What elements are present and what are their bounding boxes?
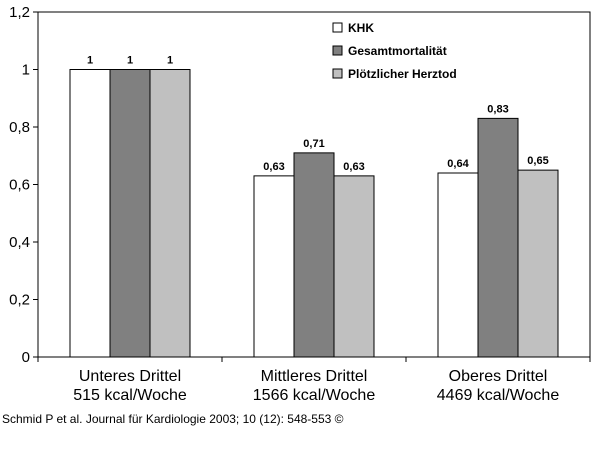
x-tick-label: Mittleres Drittel (260, 368, 368, 385)
x-tick-label: 515 kcal/Woche (73, 387, 187, 404)
legend-label: Plötzlicher Herztod (348, 67, 457, 81)
bar (518, 170, 558, 357)
data-label: 0,71 (303, 137, 325, 150)
bar (110, 70, 150, 358)
legend-swatch (333, 69, 342, 78)
data-label: 0,63 (263, 160, 285, 173)
data-label: 1 (166, 54, 174, 67)
x-tick-label: 4469 kcal/Woche (436, 387, 560, 404)
legend-swatch (333, 46, 342, 55)
data-label: 0,65 (527, 155, 549, 168)
legend-swatch (333, 23, 342, 32)
source-caption: Schmid P et al. Journal für Kardiologie 2003; 10 (12): 548-553 © (2, 412, 344, 426)
data-label: 0,83 (487, 103, 509, 116)
x-tick-label: 1566 kcal/Woche (252, 387, 376, 404)
data-label: 1 (86, 54, 94, 67)
bar (334, 176, 374, 357)
x-tick-label: Oberes Drittel (448, 368, 548, 385)
data-label: 1 (126, 54, 134, 67)
y-tick-label: 1 (21, 61, 30, 79)
data-label: 0,64 (447, 158, 469, 170)
y-tick-label: 0,8 (9, 119, 30, 136)
y-tick-label: 0 (21, 349, 30, 366)
y-tick-label: 0,6 (9, 176, 30, 194)
bar (438, 173, 478, 357)
legend-label: KHK (348, 21, 374, 35)
y-tick-label: 0,2 (9, 291, 30, 309)
bar (150, 70, 190, 358)
x-tick-label: Unteres Drittel (78, 368, 182, 385)
bar (254, 176, 294, 357)
bar (70, 70, 110, 358)
bar (294, 153, 334, 357)
legend-label: Gesamtmortalität (348, 44, 447, 58)
data-label: 0,63 (343, 160, 365, 173)
bar (478, 118, 518, 357)
y-tick-label: 1,2 (9, 4, 30, 21)
y-tick-label: 0,4 (9, 234, 30, 251)
